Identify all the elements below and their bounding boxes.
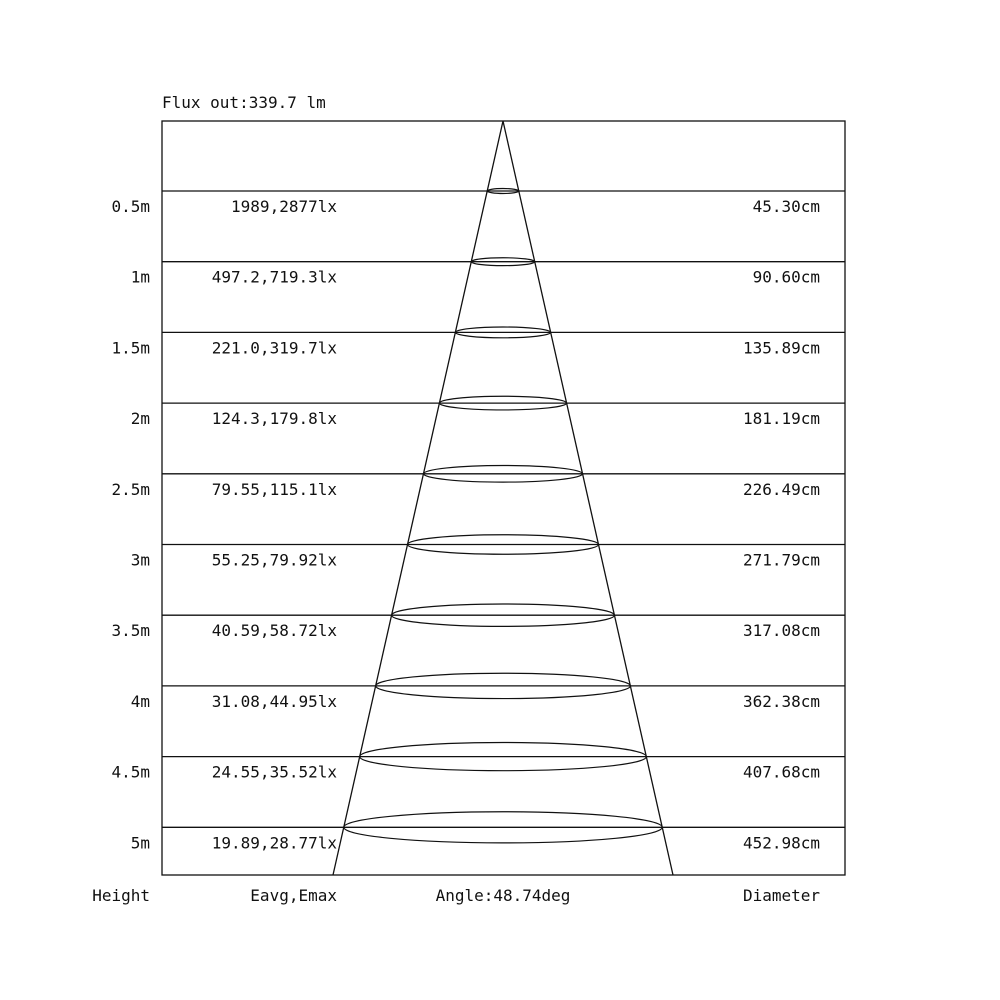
illuminance-column-label: Eavg,Emax xyxy=(250,886,337,905)
beam-angle-label: Angle:48.74deg xyxy=(435,886,571,905)
row-diameter-value: 271.79cm xyxy=(742,550,820,570)
row-diameter-value: 407.68cm xyxy=(742,762,820,782)
row-illuminance-value: 40.59,58.72lx xyxy=(211,621,337,641)
row-illuminance-value: 55.25,79.92lx xyxy=(211,550,337,570)
row-height-label: 3.5m xyxy=(111,621,150,641)
row-height-label: 0.5m xyxy=(111,197,150,216)
row-diameter-value: 90.60cm xyxy=(752,267,820,287)
row-height-label: 3m xyxy=(130,550,150,570)
row-height-label: 5m xyxy=(130,833,150,853)
flux-out-label: Flux out:339.7 lm xyxy=(162,93,326,112)
row-illuminance-value: 79.55,115.1lx xyxy=(211,479,337,499)
row-illuminance-value: 19.89,28.77lx xyxy=(211,833,337,853)
row-diameter-value: 45.30cm xyxy=(752,197,820,216)
row-illuminance-value: 124.3,179.8lx xyxy=(211,409,337,429)
row-illuminance-value: 221.0,319.7lx xyxy=(211,338,337,358)
row-diameter-value: 452.98cm xyxy=(742,833,820,853)
row-height-label: 1.5m xyxy=(111,338,150,358)
row-illuminance-value: 24.55,35.52lx xyxy=(211,762,337,782)
row-height-label: 2m xyxy=(130,409,150,429)
row-height-label: 4m xyxy=(130,691,150,711)
row-illuminance-value: 31.08,44.95lx xyxy=(211,691,337,711)
row-height-label: 4.5m xyxy=(111,762,150,782)
row-illuminance-value: 1989,2877lx xyxy=(231,197,337,216)
cone-left-edge xyxy=(333,121,503,875)
row-height-label: 2.5m xyxy=(111,479,150,499)
row-illuminance-value: 497.2,719.3lx xyxy=(211,267,337,287)
cone-right-edge xyxy=(503,121,673,875)
row-diameter-value: 362.38cm xyxy=(742,691,820,711)
row-diameter-value: 317.08cm xyxy=(742,621,820,641)
row-height-label: 1m xyxy=(130,267,150,287)
row-diameter-value: 226.49cm xyxy=(742,479,820,499)
row-diameter-value: 181.19cm xyxy=(742,409,820,429)
row-diameter-value: 135.89cm xyxy=(742,338,820,358)
diameter-column-label: Diameter xyxy=(742,886,820,905)
height-column-label: Height xyxy=(92,886,150,905)
